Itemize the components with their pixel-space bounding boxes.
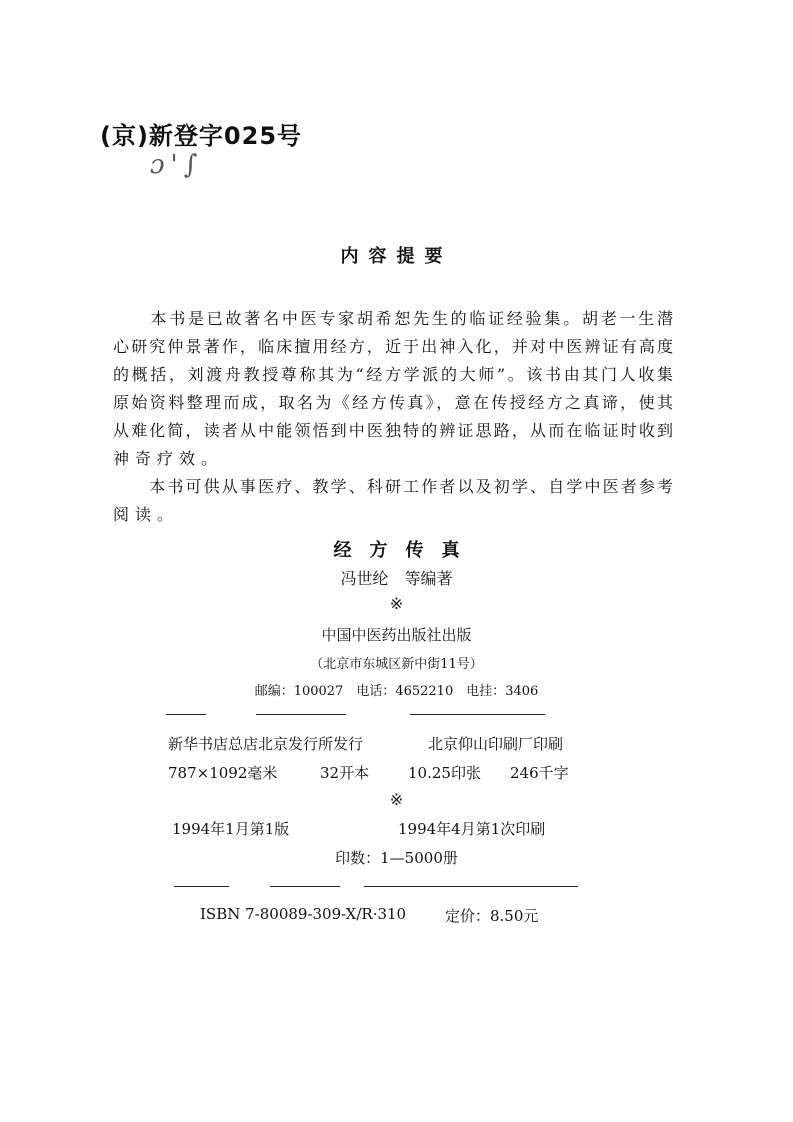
word-count: 246千字 xyxy=(510,764,569,782)
divider xyxy=(270,886,340,887)
summary-line: 本书可供从事医疗、教学、科研工作者以及初学、自学中医者参考 xyxy=(113,477,673,496)
isbn: ISBN 7-80089-309-X/R·310 xyxy=(200,905,407,923)
separator-mark: ※ xyxy=(389,790,404,809)
publisher-address: （北京市东城区新中街11号） xyxy=(310,657,483,672)
divider xyxy=(410,714,545,715)
divider xyxy=(256,714,346,715)
print-run: 印数：1—5000册 xyxy=(335,849,458,867)
printer: 北京仰山印刷厂印刷 xyxy=(428,735,564,753)
book-title: 经 方 传 真 xyxy=(333,540,460,561)
distributor: 新华书店总店北京发行所发行 xyxy=(168,735,364,753)
summary-line: 的概括，刘渡舟教授尊称其为“经方学派的大师”。该书由其门人收集 xyxy=(113,365,673,384)
publisher-contact: 邮编：100027 电话：4652210 电挂：3406 xyxy=(254,684,539,699)
separator-mark: ※ xyxy=(389,594,404,613)
registration-number: (京)新登字025号 xyxy=(100,122,303,150)
summary-line: 阅读。 xyxy=(113,505,180,524)
summary-line: 心研究仲景著作，临床擅用经方，近于出神入化，并对中医辨证有高度 xyxy=(113,337,673,356)
book-size: 32开本 xyxy=(320,764,370,782)
summary-line: 原始资料整理而成，取名为《经方传真》，意在传授经方之真谛，使其 xyxy=(113,393,673,412)
divider xyxy=(364,886,578,887)
printed-sheets: 10.25印张 xyxy=(408,764,481,782)
publisher: 中国中医药出版社出版 xyxy=(321,626,472,644)
paper-format: 787×1092毫米 xyxy=(168,764,278,782)
handwritten-mark: ɔ'∫ xyxy=(150,150,204,180)
summary-line: 从难化简，读者从中能领悟到中医独特的辨证思路，从而在临证时收到 xyxy=(113,421,673,440)
printing: 1994年4月第1次印刷 xyxy=(398,820,546,838)
summary-line: 本书是已故著名中医专家胡希恕先生的临证经验集。胡老一生潜 xyxy=(113,309,673,328)
edition: 1994年1月第1版 xyxy=(172,820,290,838)
divider xyxy=(166,714,206,715)
summary-heading: 内容提要 xyxy=(340,246,453,267)
book-author: 冯世纶 等编著 xyxy=(340,569,453,588)
price: 定价：8.50元 xyxy=(445,907,539,925)
summary-line: 神奇疗效。 xyxy=(113,449,224,468)
divider xyxy=(174,886,229,887)
